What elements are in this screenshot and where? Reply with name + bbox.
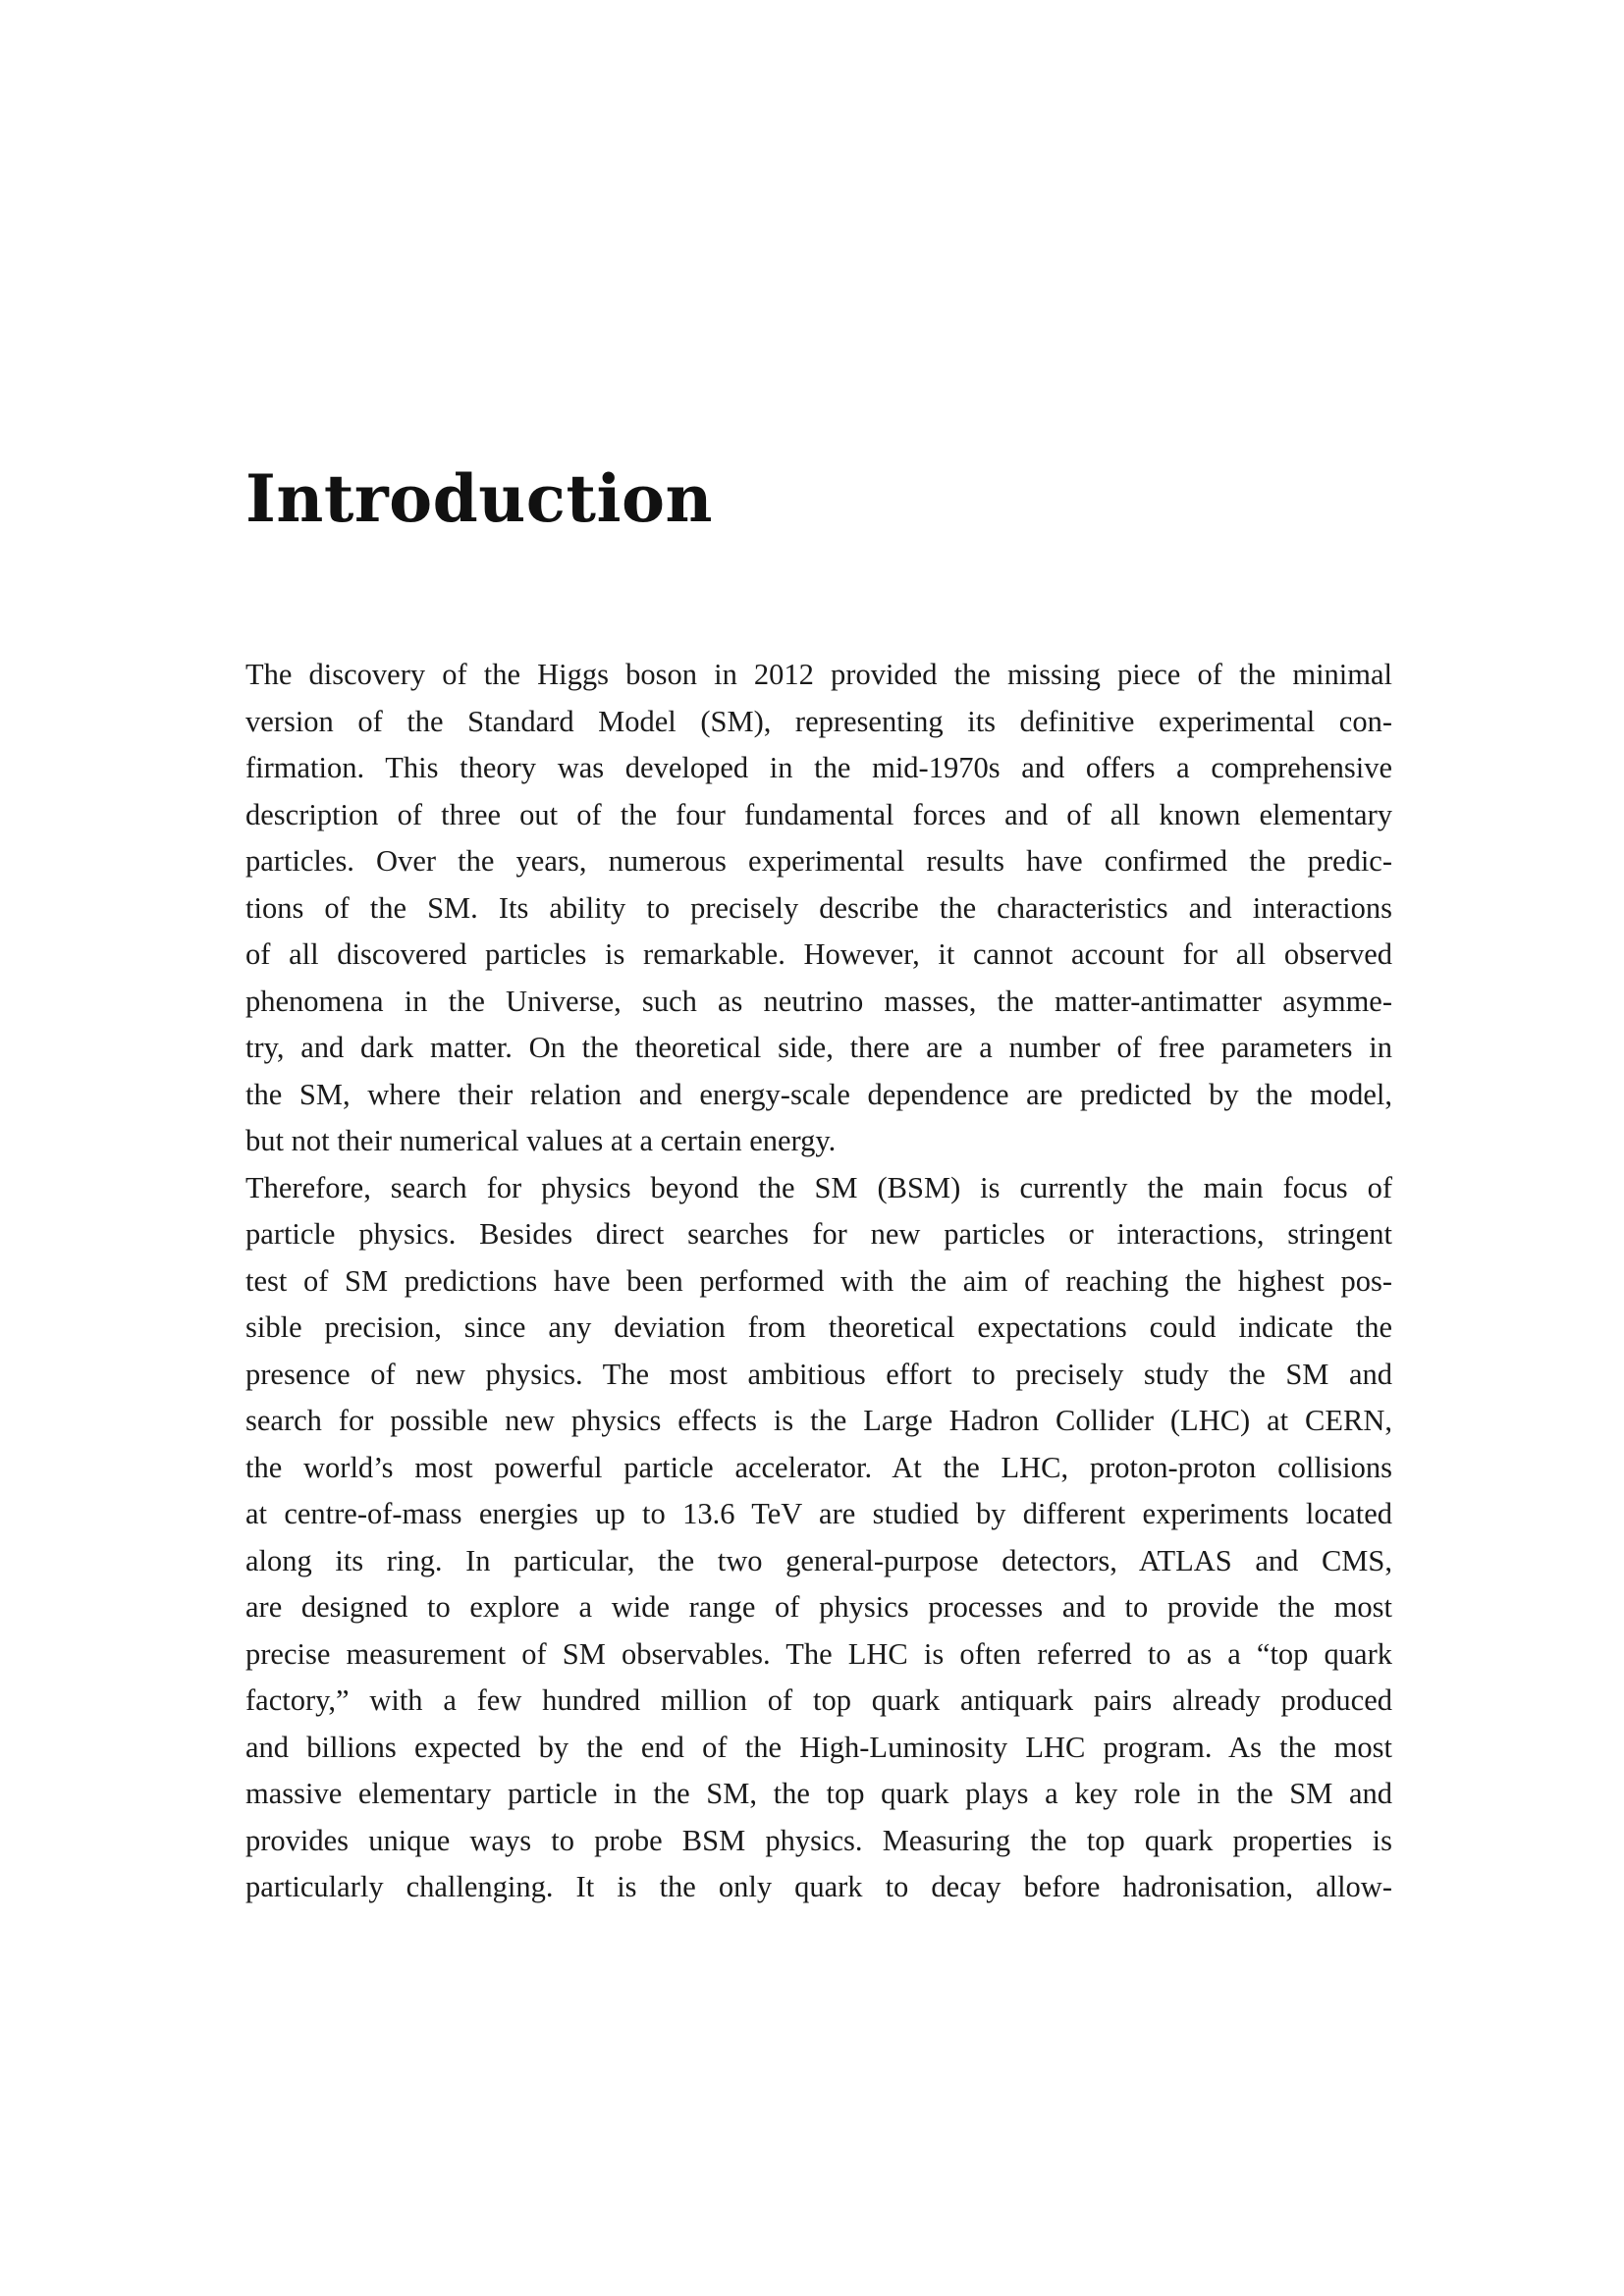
paragraph-line: provides unique ways to probe BSM physics. Measuring the top quark properties is	[245, 1823, 1392, 1857]
paragraph-line: Therefore, search for physics beyond the SM (BSM) is currently the main focus of	[245, 1170, 1392, 1204]
body-text	[245, 652, 1392, 1911]
paragraph-line: are designed to explore a wide range of physics processes and to provide the most	[245, 1590, 1392, 1624]
paragraph-line: along its ring. In particular, the two general-purpose detectors, ATLAS and CMS,	[245, 1543, 1392, 1577]
paragraph-line: particularly challenging. It is the only quark to decay before hadronisation, allow-	[245, 1870, 1392, 1903]
paragraph-line: particle physics. Besides direct searches for new particles or interactions, stringent	[245, 1217, 1392, 1251]
paragraph-line: factory,” with a few hundred million of top quark antiquark pairs already produced	[245, 1683, 1392, 1717]
paragraph-line: description of three out of the four fundamental forces and of all known elementary	[245, 797, 1392, 831]
paragraph-line: presence of new physics. The most ambitious effort to precisely study the SM and	[245, 1357, 1392, 1391]
paragraph-line: massive elementary particle in the SM, the top quark plays a key role in the SM and	[245, 1777, 1392, 1810]
paragraph-line: version of the Standard Model (SM), representing its definitive experimental con-	[245, 704, 1392, 738]
paragraph-line: particles. Over the years, numerous experimental results have confirmed the predic-	[245, 844, 1392, 878]
paragraph-line: but not their numerical values at a certain energy.	[245, 1124, 837, 1157]
paragraph-line: tions of the SM. Its ability to precisely describe the characteristics and interactions	[245, 890, 1392, 925]
paragraph-line: sible precision, since any deviation from theoretical expectations could indicate the	[245, 1310, 1392, 1344]
paragraph-line: at centre-of-mass energies up to 13.6 TeV are studied by different experiments located	[245, 1497, 1392, 1530]
paragraph-line: precise measurement of SM observables. The LHC is often referred to as a “top quark	[245, 1636, 1392, 1671]
paragraph-line: firmation. This theory was developed in the mid-1970s and offers a comprehensive	[245, 751, 1392, 784]
paragraph-line: and billions expected by the end of the High-Luminosity LHC program. As the most	[245, 1730, 1392, 1764]
chapter-title: Introduction	[245, 460, 714, 537]
paragraph-line: the SM, where their relation and energy-scale dependence are predicted by the model,	[245, 1077, 1392, 1111]
paragraph-line: try, and dark matter. On the theoretical side, there are a number of free parameters in	[245, 1031, 1392, 1064]
paragraph-line: The discovery of the Higgs boson in 2012 provided the missing piece of the minimal	[245, 658, 1392, 691]
paragraph-line: of all discovered particles is remarkable. However, it cannot account for all observed	[245, 937, 1392, 971]
paragraph-line: test of SM predictions have been performed with the aim of reaching the highest pos-	[245, 1263, 1392, 1298]
paragraph-line: the world’s most powerful particle accelerator. At the LHC, proton-proton collisions	[245, 1450, 1392, 1484]
paragraph-line: phenomena in the Universe, such as neutrino masses, the matter-antimatter asymme-	[245, 984, 1392, 1018]
paragraph-line: search for possible new physics effects is the Large Hadron Collider (LHC) at CERN,	[245, 1404, 1392, 1437]
